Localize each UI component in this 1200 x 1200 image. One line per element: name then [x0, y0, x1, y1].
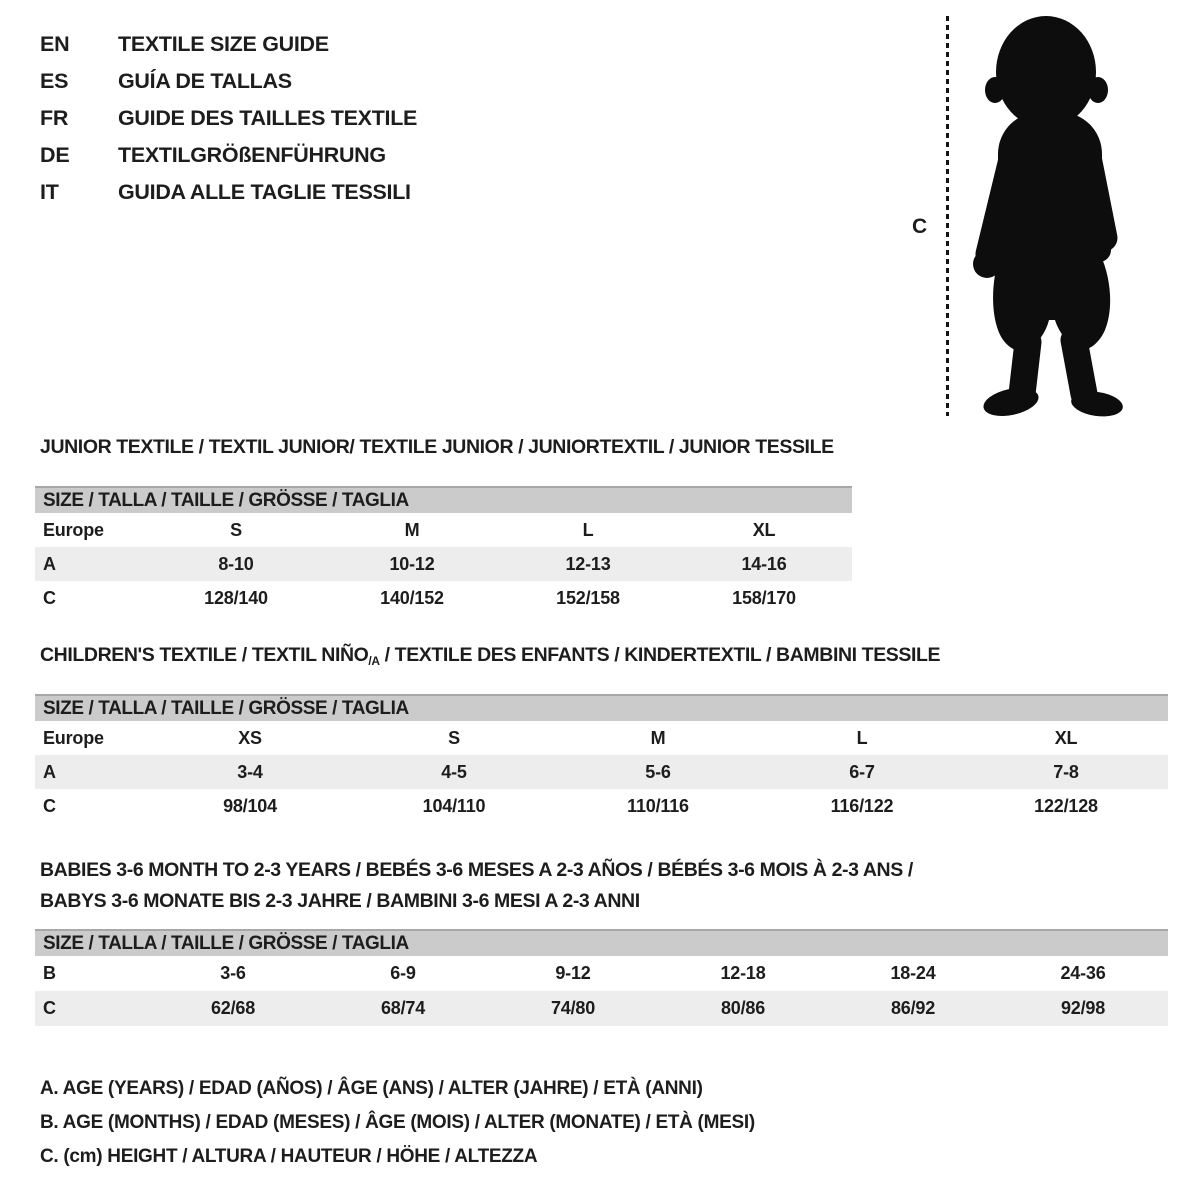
title-subscript: /A — [368, 654, 380, 668]
children-size-table — [35, 721, 1168, 823]
lang-row-de — [40, 137, 417, 174]
row-label: C — [43, 587, 56, 608]
size-cell: XL — [1054, 727, 1078, 748]
size-cell: 8-10 — [218, 553, 254, 574]
size-cell: 3-6 — [220, 963, 246, 983]
table-row — [35, 721, 1168, 755]
section-junior — [35, 436, 852, 615]
table-row — [35, 547, 852, 581]
size-cell: 74/80 — [550, 998, 596, 1018]
legend-line-a: A. AGE (YEARS) / EDAD (AÑOS) / ÂGE (ANS) / ALTER (JAHRE) / ETÀ (ANNI) — [40, 1078, 703, 1099]
table-row — [35, 581, 852, 615]
toddler-silhouette-icon — [958, 12, 1142, 422]
size-cell: L — [856, 727, 868, 748]
size-header-bar: SIZE / TALLA / TAILLE / GRÖSSE / TAGLIA — [35, 929, 1168, 956]
lang-title: TEXTILGRÖßENFÜHRUNG — [118, 143, 386, 167]
size-cell: 7-8 — [1053, 761, 1079, 782]
lang-code: IT — [40, 180, 59, 204]
size-header-bar: SIZE / TALLA / TAILLE / GRÖSSE / TAGLIA — [35, 694, 1168, 721]
size-cell: 68/74 — [380, 998, 426, 1018]
size-cell: 3-4 — [237, 761, 263, 782]
table-row — [35, 956, 1168, 991]
row-label: A — [43, 761, 56, 782]
size-cell: 110/116 — [627, 795, 689, 816]
junior-size-table — [35, 513, 852, 615]
lang-code: FR — [40, 106, 69, 130]
table-row — [35, 513, 852, 547]
size-header-bar: SIZE / TALLA / TAILLE / GRÖSSE / TAGLIA — [35, 486, 852, 513]
lang-code: EN — [40, 32, 70, 56]
row-label: C — [43, 795, 56, 816]
size-cell: S — [448, 727, 460, 748]
row-label: C — [43, 998, 56, 1018]
size-cell: 104/110 — [422, 795, 486, 816]
section-title: JUNIOR TEXTILE / TEXTIL JUNIOR/ TEXTILE JUNIOR / JUNIORTEXTIL / JUNIOR TESSILE — [40, 436, 834, 458]
section-title-line2: BABYS 3-6 MONATE BIS 2-3 JAHRE / BAMBINI 3-6 MESI A 2-3 ANNI — [40, 890, 640, 912]
section-children — [35, 644, 1168, 823]
size-cell: L — [582, 519, 594, 540]
size-cell: 92/98 — [1060, 998, 1106, 1018]
table-row — [35, 789, 1168, 823]
size-cell: 14-16 — [741, 553, 787, 574]
size-cell: 86/92 — [890, 998, 936, 1018]
row-label: B — [43, 963, 56, 983]
legend-line-c: C. (cm) HEIGHT / ALTURA / HAUTEUR / HÖHE / ALTEZZA — [40, 1146, 538, 1167]
size-cell: 12-18 — [720, 963, 766, 983]
lang-row-en — [40, 26, 417, 63]
size-cell: M — [404, 519, 420, 540]
size-cell: 5-6 — [645, 761, 671, 782]
lang-title: GUÍA DE TALLAS — [118, 69, 292, 93]
lang-row-fr — [40, 100, 417, 137]
height-dashed-line — [946, 16, 949, 416]
table-row — [35, 755, 1168, 789]
lang-title: GUIDA ALLE TAGLIE TESSILI — [118, 180, 411, 204]
size-cell: 24-36 — [1060, 963, 1106, 983]
size-cell: 18-24 — [890, 963, 936, 983]
size-cell: 6-7 — [849, 761, 875, 782]
legend-line-b: B. AGE (MONTHS) / EDAD (MESES) / ÂGE (MOIS) / ALTER (MONATE) / ETÀ (MESI) — [40, 1112, 755, 1133]
section-title-line1: BABIES 3-6 MONTH TO 2-3 YEARS / BEBÉS 3-6 MESES A 2-3 AÑOS / BÉBÉS 3-6 MOIS À 2-3 ANS / — [40, 859, 913, 881]
lang-title: GUIDE DES TAILLES TEXTILE — [118, 106, 418, 130]
row-label: Europe — [43, 727, 104, 748]
row-label: Europe — [43, 519, 104, 540]
size-cell: 9-12 — [555, 963, 591, 983]
lang-title: TEXTILE SIZE GUIDE — [118, 32, 329, 56]
size-cell: S — [230, 519, 242, 540]
size-cell: 62/68 — [210, 998, 256, 1018]
size-cell: 140/152 — [380, 587, 444, 608]
row-label: A — [43, 553, 56, 574]
lang-code: ES — [40, 69, 69, 93]
size-cell: 10-12 — [389, 553, 435, 574]
babies-size-table — [35, 956, 1168, 1026]
size-cell: 98/104 — [223, 795, 277, 816]
lang-row-it — [40, 174, 417, 211]
size-cell: XL — [752, 519, 776, 540]
lang-row-es — [40, 63, 417, 100]
lang-code: DE — [40, 143, 70, 167]
size-cell: 12-13 — [565, 553, 611, 574]
language-header — [40, 26, 417, 211]
title-part: CHILDREN'S TEXTILE / TEXTIL NIÑO — [40, 644, 369, 666]
height-c-label: C — [912, 215, 927, 238]
section-babies — [35, 855, 1168, 1026]
size-cell: 152/158 — [556, 587, 620, 608]
section-title — [35, 644, 1168, 667]
size-cell: 158/170 — [732, 587, 796, 608]
size-cell: 6-9 — [390, 963, 416, 983]
size-cell: 122/128 — [1034, 795, 1098, 816]
size-cell: 128/140 — [204, 587, 268, 608]
size-cell: 80/86 — [720, 998, 766, 1018]
size-cell: XS — [238, 727, 262, 748]
title-part: / TEXTILE DES ENFANTS / KINDERTEXTIL / BAMBINI TESSILE — [379, 644, 941, 666]
size-cell: M — [650, 727, 666, 748]
legend — [40, 1072, 755, 1174]
table-row — [35, 991, 1168, 1026]
size-cell: 116/122 — [830, 795, 894, 816]
size-cell: 4-5 — [441, 761, 467, 782]
